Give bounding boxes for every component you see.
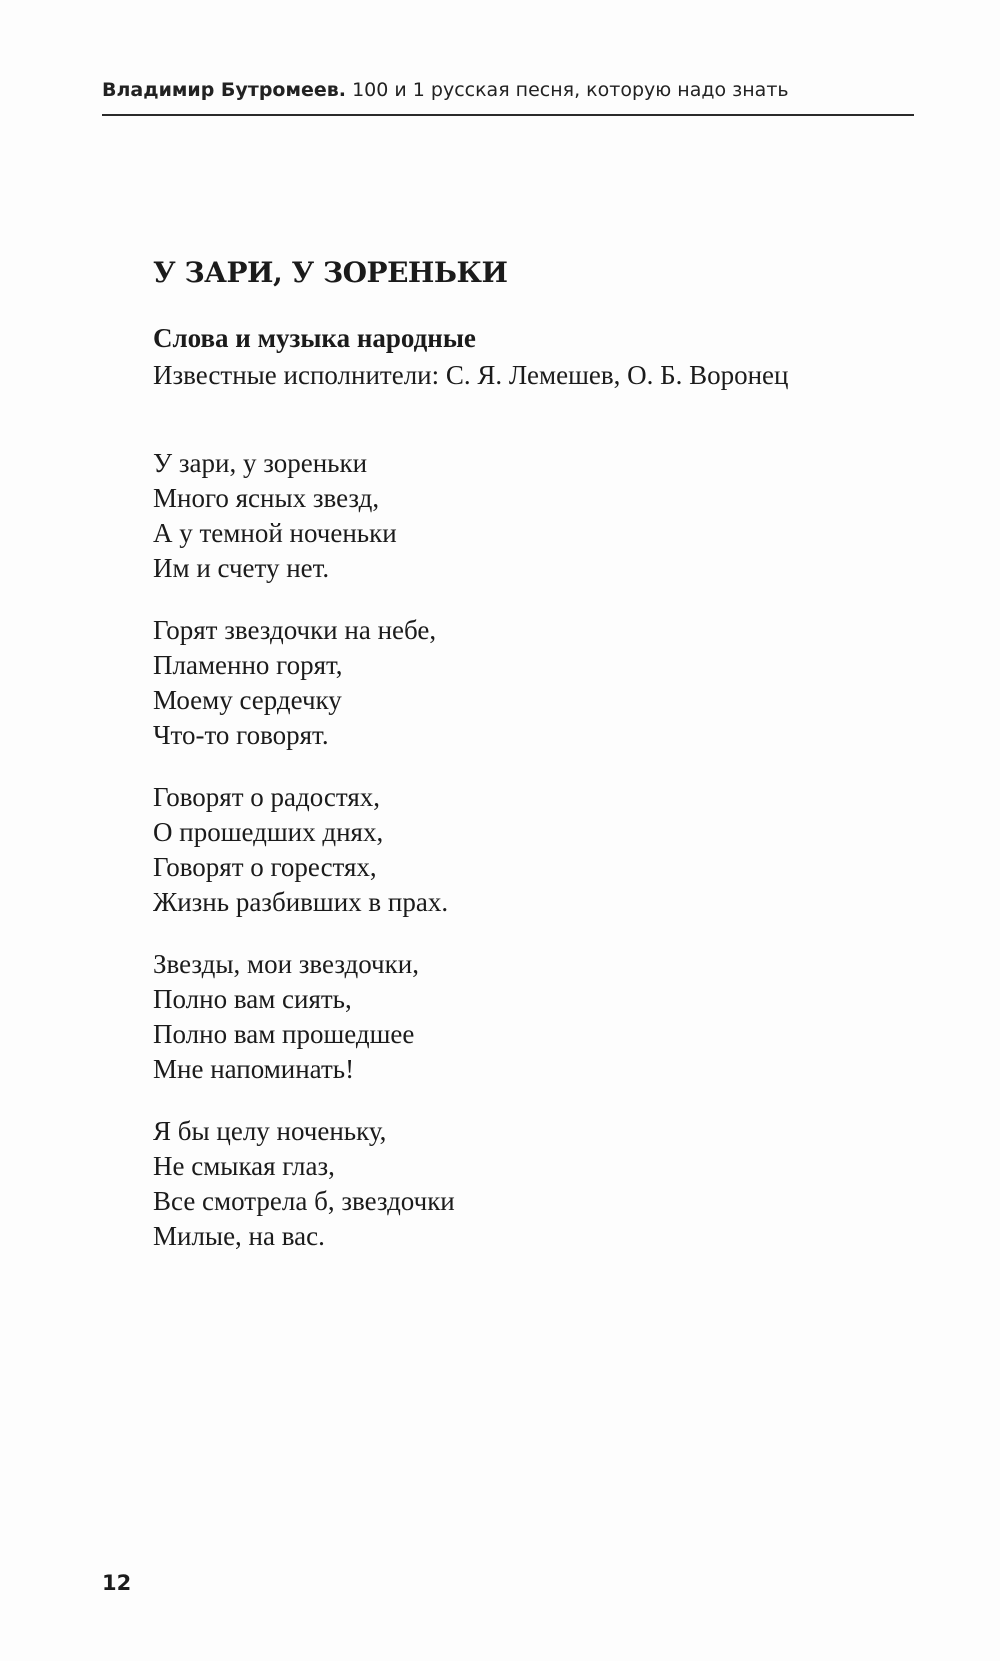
- lyric-line: Пламенно горят,: [153, 650, 343, 680]
- credits-performers: Известные исполнители: С. Я. Лемешев, О. Б. Воронец: [153, 360, 789, 390]
- lyric-line: Говорят о радостях,: [153, 782, 381, 812]
- running-header: [102, 78, 914, 102]
- lyric-line: У зари, у зореньки: [153, 448, 368, 478]
- lyrics: [153, 446, 455, 1281]
- header-author: Владимир Бутромеев.: [102, 79, 347, 101]
- lyric-line: Не смыкая глаз,: [153, 1151, 335, 1181]
- page-number: 12: [102, 1571, 132, 1595]
- lyric-line: Все смотрела б, звездочки: [153, 1186, 455, 1216]
- lyric-line: Мне напоминать!: [153, 1054, 355, 1084]
- stanza-5: [153, 1114, 455, 1254]
- lyric-line: Жизнь разбивших в прах.: [153, 887, 449, 917]
- header-book-title: 100 и 1 русская песня, которую надо знать: [352, 79, 789, 101]
- lyric-line: Полно вам прошедшее: [153, 1019, 415, 1049]
- lyric-line: Им и счету нет.: [153, 553, 330, 583]
- stanza-2: [153, 613, 455, 753]
- lyric-line: О прошедших днях,: [153, 817, 384, 847]
- lyric-line: Милые, на вас.: [153, 1221, 325, 1251]
- stanza-3: [153, 780, 455, 920]
- lyric-line: Я бы целу ноченьку,: [153, 1116, 387, 1146]
- song-title: У ЗАРИ, У ЗОРЕНЬКИ: [153, 256, 508, 289]
- credits-words-music: Слова и музыка народные: [153, 323, 476, 353]
- stanza-1: [153, 446, 455, 586]
- lyric-line: Говорят о горестях,: [153, 852, 377, 882]
- lyric-line: Горят звездочки на небе,: [153, 615, 437, 645]
- song-credits: [153, 320, 789, 394]
- lyric-line: Что-то говорят.: [153, 720, 329, 750]
- lyric-line: Полно вам сиять,: [153, 984, 352, 1014]
- stanza-4: [153, 947, 455, 1087]
- lyric-line: Моему сердечку: [153, 685, 342, 715]
- lyric-line: Много ясных звезд,: [153, 483, 380, 513]
- lyric-line: Звезды, мои звездочки,: [153, 949, 419, 979]
- header-rule: [102, 114, 914, 116]
- lyric-line: А у темной ноченьки: [153, 518, 397, 548]
